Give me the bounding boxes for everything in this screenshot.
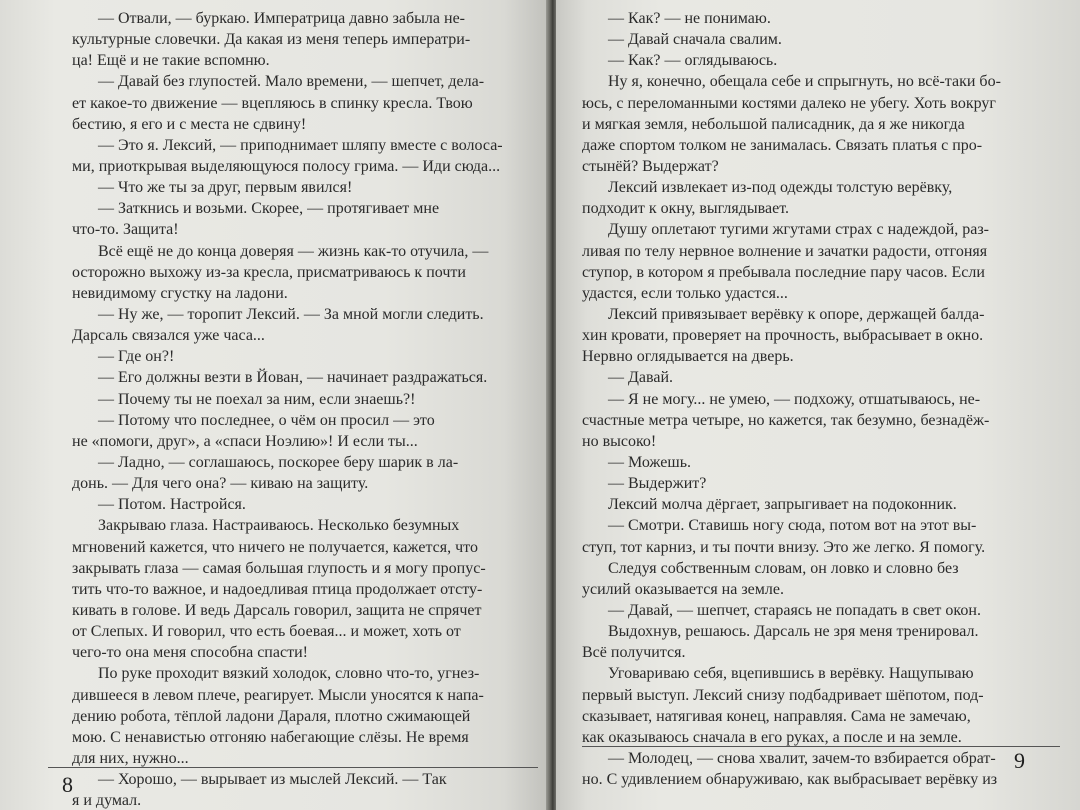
text-line: Душу оплетают тугими жгутами страх с надеждой, раз- — [608, 221, 989, 239]
text-line: мгновений кажется, что ничего не получается, кажется, что — [72, 538, 478, 556]
right-page — [556, 0, 1080, 810]
text-line: — Где он?! — [98, 348, 175, 366]
text-line: ступ, тот карниз, и ты почти внизу. Это же легко. Я помогу. — [582, 538, 986, 556]
text-line: — Что же ты за друг, первым явился! — [98, 179, 353, 197]
text-line: — Смотри. Ставишь ногу сюда, потом вот на этот вы- — [608, 517, 977, 535]
text-line: Уговариваю себя, вцепившись в верёвку. Нащупываю — [608, 665, 974, 683]
text-line: осторожно выхожу из-за кресла, присматриваюсь к почти — [72, 263, 466, 281]
text-line: Выдохнув, решаюсь. Дарсаль не зря меня тренировал. — [608, 623, 979, 641]
text-line: я и думал. — [72, 792, 142, 810]
text-line: донь. — Для чего она? — киваю на защиту. — [72, 475, 369, 493]
text-line: ет какое-то движение — вцепляюсь в спинку кресла. Твою — [72, 94, 473, 112]
text-line: ми, приоткрывая выделяющуюся полосу грима. — Иди сюда... — [72, 157, 501, 175]
text-line: от Слепых. И говорил, что есть боевая... и может, хоть от — [72, 623, 461, 641]
text-line: Всё ещё не до конца доверяя — жизнь как-то отучила, — — [98, 242, 489, 260]
text-line: Всё получится. — [582, 644, 686, 662]
text-line: — Потому что последнее, о чём он просил — это — [98, 411, 435, 429]
text-line: — Я не могу... не умею, — подхожу, отшатываюсь, не- — [608, 390, 981, 408]
text-line: Нервно оглядывается на дверь. — [582, 348, 794, 366]
text-line: Дарсаль связался уже часа... — [72, 327, 265, 345]
text-line: ступор, в котором я пребывала последние пару часов. Если — [582, 263, 985, 281]
text-line: Лексий молча дёргает, запрыгивает на подоконник. — [608, 496, 957, 514]
text-line: не «помоги, друг», а «спаси Ноэлию»! И если ты... — [72, 432, 418, 450]
text-line: первый выступ. Лексий снизу подбадривает шёпотом, под- — [582, 686, 984, 704]
left-page-number: 8 — [62, 772, 73, 797]
text-line: юсь, с переломанными костями далеко не убегу. Хоть вокруг — [582, 94, 996, 112]
text-line: — Потом. Настройся. — [98, 496, 246, 514]
text-line: даже спортом толком не занималась. Связать платья с про- — [582, 136, 983, 154]
text-line: — Его должны везти в Йован, — начинает раздражаться. — [98, 369, 488, 387]
text-line: дению робота, тёплой ладони Дараля, плотно сжимающей — [72, 707, 471, 725]
left-page-text — [72, 8, 537, 810]
text-line: — Давай сначала свалим. — [608, 31, 782, 49]
text-line: — Давай, — шепчет, стараясь не попадать в свет окон. — [608, 601, 981, 619]
text-line: Ну я, конечно, обещала себе и спрыгнуть, но всё-таки бо- — [608, 73, 1001, 91]
text-line: бестию, я его и с места не сдвину! — [72, 115, 307, 133]
text-line: и мягкая земля, небольшой палисадник, да я же никогда — [582, 115, 965, 133]
right-page-footer-rule — [582, 746, 1060, 747]
text-line: но. С удивлением обнаруживаю, как выбрасывает верёвку из — [582, 771, 998, 789]
text-line: — Как? — не понимаю. — [608, 10, 771, 27]
text-line: Лексий привязывает верёвку к опоре, держащей балда- — [608, 305, 985, 323]
text-line: счастные метра четыре, но кажется, так безумно, безнадёж- — [582, 411, 990, 429]
text-line: Следуя собственным словам, он ловко и словно без — [608, 559, 959, 577]
text-line: — Почему ты не поехал за ним, если знаешь?! — [98, 390, 416, 408]
text-line: чего-то она меня способна спасти! — [72, 644, 308, 662]
text-line: — Молодец, — снова хвалит, зачем-то взбирается обрат- — [608, 749, 996, 767]
text-line: закрывать глаза — самая большая глупость и я могу пропус- — [72, 559, 486, 577]
text-line: хин кровати, проверяет на прочность, выбрасывает в окно. — [582, 327, 984, 345]
text-line: — Как? — оглядываюсь. — [608, 52, 778, 70]
text-line: Закрываю глаза. Настраиваюсь. Несколько безумных — [98, 517, 460, 535]
text-line: культурные словечки. Да какая из меня теперь императри- — [72, 31, 471, 49]
text-line: — Давай. — [608, 369, 674, 387]
text-line: для них, нужно... — [72, 749, 189, 767]
text-line: мою. С ненавистью отгоняю набегающие слёзы. Не время — [72, 728, 469, 746]
text-line: удастся, если только удастся... — [582, 284, 788, 302]
text-line: усилий оказывается на земле. — [582, 580, 784, 598]
text-line: ца! Ещё и не такие вспомню. — [72, 52, 270, 70]
right-page-text — [582, 8, 1048, 790]
text-line: — Давай без глупостей. Мало времени, — шепчет, дела- — [98, 73, 485, 91]
text-line: подходит к окну, выглядывает. — [582, 200, 789, 218]
text-line: — Хорошо, — вырывает из мыслей Лексий. — Так — [98, 771, 447, 789]
text-line: Лексий извлекает из-под одежды толстую верёвку, — [608, 179, 953, 197]
text-line: сказывает, натягивая конец, направляя. Сама не замечаю, — [582, 707, 971, 725]
text-line: невидимому сгустку на ладони. — [72, 284, 288, 302]
right-page-number: 9 — [1014, 748, 1025, 773]
text-line: — Заткнись и возьми. Скорее, — протягивает мне — [98, 200, 440, 218]
text-line: стынёй? Выдержат? — [582, 157, 719, 175]
text-line: — Ладно, — соглашаюсь, поскорее беру шарик в ла- — [98, 453, 459, 471]
text-line: тить что-то важное, и надоедливая птица продолжает отсту- — [72, 580, 483, 598]
text-line: дившееся в левом плече, реагирует. Мысли уносятся к напа- — [72, 686, 484, 704]
text-line: По руке проходит вязкий холодок, словно что-то, угнез- — [98, 665, 480, 683]
text-line: — Это я. Лексий, — приподнимает шляпу вместе с волоса- — [98, 136, 503, 154]
left-page-footer-rule — [48, 767, 538, 768]
text-line: — Отвали, — буркаю. Императрица давно забыла не- — [98, 10, 465, 27]
text-line: — Можешь. — [608, 453, 691, 471]
text-line: как оказываюсь сначала в его руках, а после и на земле. — [582, 728, 962, 746]
text-line: — Ну же, — торопит Лексий. — За мной могли следить. — [98, 305, 484, 323]
text-line: ливая по телу нервное волнение и зачатки радости, отгоняя — [582, 242, 988, 260]
text-line: что-то. Защита! — [72, 221, 179, 239]
text-line: — Выдержит? — [608, 475, 707, 493]
text-line: но высоко! — [582, 432, 657, 450]
text-line: кивать в голове. И ведь Дарсаль говорил, защита не спрячет — [72, 601, 482, 619]
